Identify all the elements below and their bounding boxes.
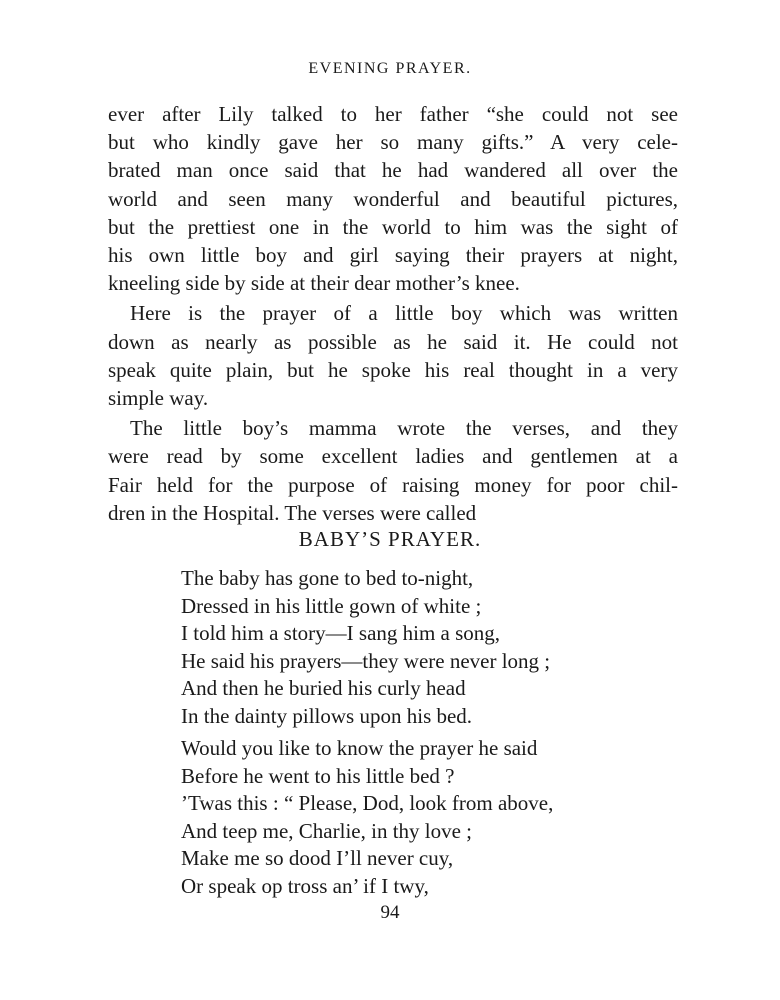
verse-line: Would you like to know the prayer he said — [181, 736, 538, 760]
verse-line: Make me so dood I’ll never cuy, — [181, 846, 454, 871]
text-line: brated man once said that he had wandered all over the — [108, 158, 678, 183]
page-number: 94 — [380, 902, 400, 923]
text-line: dren in the Hospital. The verses were called — [108, 500, 477, 525]
paragraph-3 — [108, 414, 678, 527]
verse-line: Before he went to his little bed ? — [181, 763, 455, 788]
stanza-1 — [181, 565, 661, 731]
verse-line: The baby has gone to bed to-night, — [181, 566, 474, 590]
text-line: but the prettiest one in the world to him was the sight of — [108, 214, 678, 239]
running-head: EVENING PRAYER. — [308, 60, 472, 77]
text-line: simple way. — [108, 386, 209, 411]
verse-line: I told him a story—I sang him a song, — [181, 621, 501, 646]
stanza-2 — [181, 735, 661, 901]
verse-line: Or speak op tross an’ if I twy, — [181, 873, 429, 898]
verse-line: In the dainty pillows upon his bed. — [181, 703, 473, 728]
text-line: ever after Lily talked to her father “she could not see — [108, 102, 678, 126]
text-line: speak quite plain, but he spoke his real thought in a very — [108, 357, 678, 382]
paragraph-2 — [108, 299, 678, 412]
text-line: Fair held for the purpose of raising money for poor chil- — [108, 472, 678, 497]
verse-line: And teep me, Charlie, in thy love ; — [181, 818, 473, 843]
verse-line: Dressed in his little gown of white ; — [181, 593, 482, 618]
text-line: his own little boy and girl saying their prayers at night, — [108, 243, 678, 268]
text-line: were read by some excellent ladies and gentlemen at a — [108, 444, 678, 469]
paragraph-1 — [108, 100, 678, 297]
text-line: but who kindly gave her so many gifts.” A very cele- — [108, 130, 678, 155]
poem-title: BABY’S PRAYER. — [298, 527, 482, 551]
verse-line: ’Twas this : “ Please, Dod, look from above, — [181, 791, 554, 816]
text-line: kneeling side by side at their dear mother’s knee. — [108, 271, 520, 296]
body-text — [108, 100, 678, 527]
text-line: world and seen many wonderful and beautiful pictures, — [108, 186, 678, 211]
text-line: The little boy’s mamma wrote the verses, and they — [130, 416, 678, 441]
text-line: Here is the prayer of a little boy which was written — [130, 301, 678, 326]
verse-line: And then he buried his curly head — [181, 676, 466, 701]
text-line: down as nearly as possible as he said it. He could not — [108, 329, 678, 354]
verse-line: He said his prayers—they were never long ; — [181, 648, 551, 673]
